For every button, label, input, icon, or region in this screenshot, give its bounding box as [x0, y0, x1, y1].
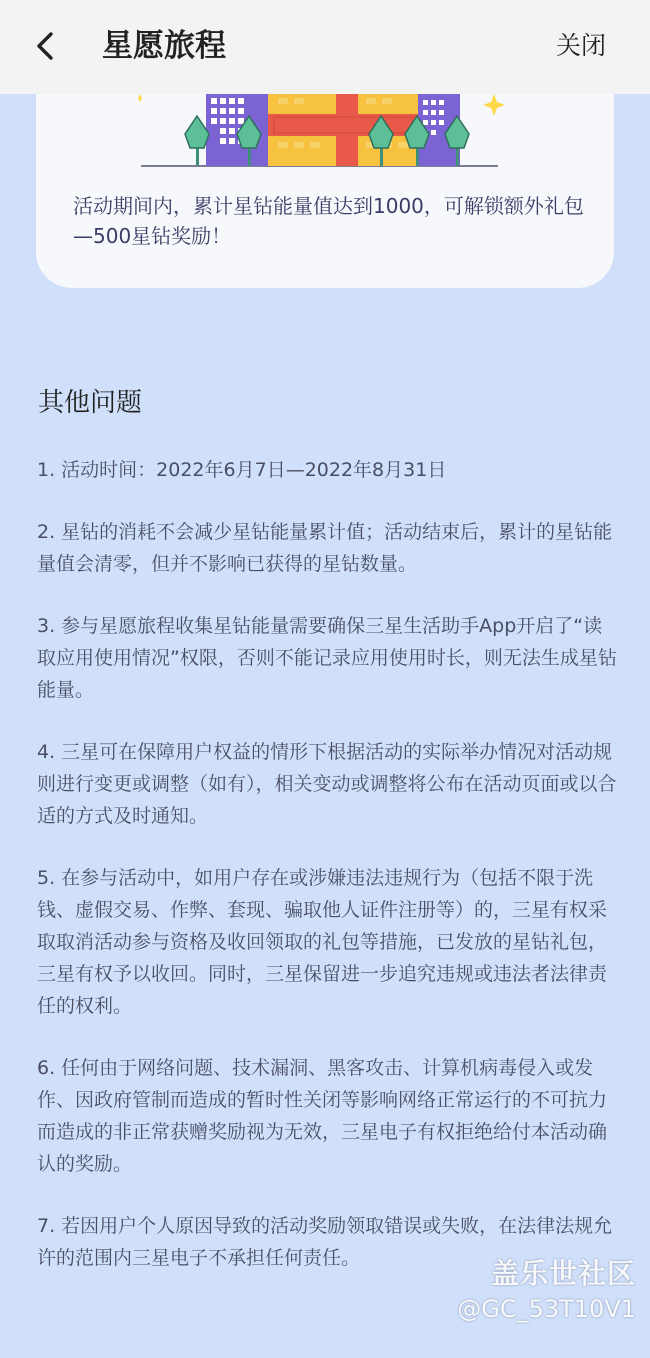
section-title: 其他问题	[38, 388, 143, 418]
watermark-username: @GC_53T10V1	[457, 1295, 636, 1323]
rule-item: 4. 三星可在保障用户权益的情形下根据活动的实际举办情况对活动规则进行变更或调整（如有），相关变动或调整将公布在活动页面或以合适的方式及时通知。	[37, 741, 617, 827]
close-button[interactable]: 关闭	[555, 31, 606, 60]
rule-item: 5. 在参与活动中，如用户存在或涉嫌违法违规行为（包括不限于洗钱、虚假交易、作弊、套现、骗取他人证件注册等）的，三星有权采取取消活动参与资格及收回领取的礼包等措施，已发放的星钻礼包，三星有权予以收回。同时，三星保留进一步追究违规或违法者法律责任的权利。	[37, 867, 608, 1017]
page-title: 星愿旅程	[102, 28, 226, 64]
watermark-title: 盖乐世社区	[490, 1257, 636, 1290]
rule-item: 6. 任何由于网络问题、技术漏洞、黑客攻击、计算机病毒侵入或发作、因政府管制而造成的暂时性关闭等影响网络正常运行的不可抗力而造成的非正常获赠奖励视为无效，三星电子有权拒绝给付本活动确认的奖励。	[37, 1057, 608, 1175]
reward-description: 活动期间内，累计星钻能量值达到1000，可解锁额外礼包—500星钻奖励！	[73, 194, 584, 248]
rule-item: 1. 活动时间：2022年6月7日—2022年8月31日	[37, 459, 447, 481]
rule-item: 7. 若因用户个人原因导致的活动奖励领取错误或失败，在法律法规允许的范围内三星电子不承担任何责任。	[37, 1215, 613, 1269]
rules-list	[37, 454, 619, 1304]
back-button[interactable]	[22, 22, 70, 70]
rule-item: 2. 星钻的消耗不会减少星钻能量累计值；活动结束后，累计的星钻能量值会清零，但并不影响已获得的星钻数量。	[37, 521, 613, 575]
chevron-left-icon	[22, 22, 70, 70]
rule-item: 3. 参与星愿旅程收集星钻能量需要确保三星生活助手App开启了“读取应用使用情况”权限，否则不能记录应用使用时长，则无法生成星钻能量。	[37, 615, 617, 701]
top-bar	[0, 0, 650, 94]
city-gift-illustration	[36, 94, 614, 174]
